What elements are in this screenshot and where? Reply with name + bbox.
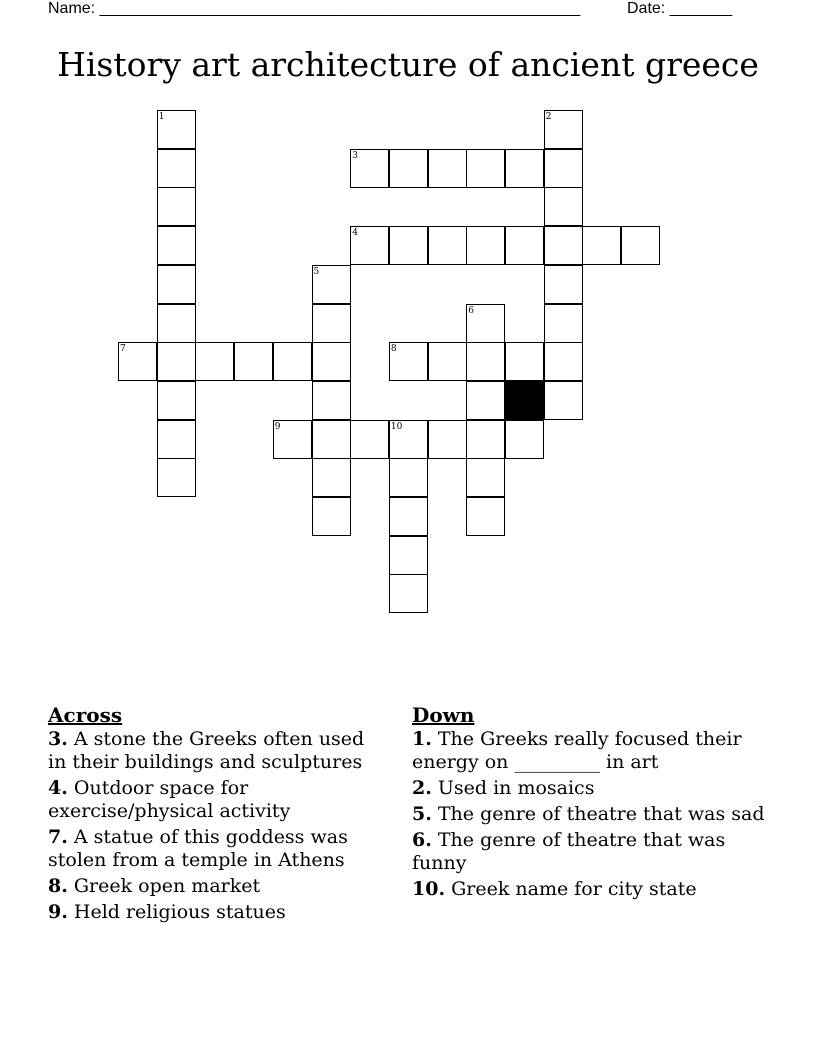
across-heading: Across [48, 703, 123, 727]
clue-number-label: 3. [48, 728, 68, 750]
clue-number-label: 6. [412, 829, 432, 851]
grid-cell[interactable] [157, 458, 196, 497]
grid-cell[interactable] [273, 420, 312, 459]
grid-cell[interactable] [312, 420, 351, 459]
clue-number: 4 [352, 228, 358, 239]
across-clue-list [48, 728, 388, 924]
down-clue [412, 829, 772, 875]
grid-cell[interactable] [157, 187, 196, 226]
grid-cell[interactable] [273, 342, 312, 381]
grid-cell[interactable] [466, 497, 505, 536]
down-heading: Down [412, 703, 475, 727]
grid-cell[interactable] [466, 458, 505, 497]
down-clue [412, 728, 772, 774]
clue-text: Used in mosaics [431, 777, 595, 799]
grid-cell[interactable] [544, 265, 583, 304]
grid-cell[interactable] [466, 226, 505, 265]
grid-cell[interactable] [466, 381, 505, 420]
grid-cell[interactable] [544, 187, 583, 226]
grid-cell[interactable] [505, 149, 544, 188]
grid-cell[interactable] [582, 226, 621, 265]
grid-cell[interactable] [389, 574, 428, 613]
clue-number-label: 7. [48, 826, 68, 848]
grid-cell[interactable] [350, 149, 389, 188]
grid-cell[interactable] [505, 342, 544, 381]
across-clue [48, 777, 388, 823]
grid-cell[interactable] [312, 342, 351, 381]
grid-cell[interactable] [544, 304, 583, 343]
across-clue [48, 901, 388, 924]
grid-cell[interactable] [312, 497, 351, 536]
black-cell [505, 381, 544, 420]
clue-text: The genre of theatre that was sad [431, 803, 765, 825]
clue-number: 1 [158, 112, 165, 122]
grid-cell[interactable] [157, 226, 196, 265]
across-clue [48, 728, 388, 774]
grid-cell[interactable] [621, 226, 660, 265]
grid-cell[interactable] [428, 226, 467, 265]
grid-cell[interactable] [157, 149, 196, 188]
grid-cell[interactable] [544, 149, 583, 188]
clue-text: Greek name for city state [445, 878, 697, 900]
grid-cell[interactable] [312, 381, 351, 420]
grid-cell[interactable] [389, 420, 428, 459]
date-field-label[interactable]: Date: _______ [627, 0, 732, 17]
across-clues [48, 702, 388, 927]
grid-cell[interactable] [544, 381, 583, 420]
grid-cell[interactable] [428, 342, 467, 381]
grid-cell[interactable] [195, 342, 234, 381]
grid-cell[interactable] [466, 420, 505, 459]
grid-cell[interactable] [157, 381, 196, 420]
clue-number-label: 4. [48, 777, 68, 799]
grid-cell[interactable] [428, 149, 467, 188]
grid-cell[interactable] [312, 304, 351, 343]
clue-text: Held religious statues [67, 901, 286, 923]
grid-cell[interactable] [505, 226, 544, 265]
grid-cell[interactable] [389, 458, 428, 497]
grid-cell[interactable] [118, 342, 157, 381]
clue-text: The genre of theatre that was funny [412, 829, 726, 874]
clue-number-label: 1. [412, 728, 432, 750]
grid-cell[interactable] [544, 226, 583, 265]
clue-number-label: 10. [412, 878, 446, 900]
clue-text: Outdoor space for exercise/physical activity [48, 777, 291, 822]
grid-cell[interactable] [157, 265, 196, 304]
grid-cell[interactable] [234, 342, 273, 381]
clue-number-label: 5. [412, 803, 432, 825]
clue-number: 5 [313, 266, 320, 277]
grid-cell[interactable] [389, 536, 428, 575]
across-clue [48, 875, 388, 898]
clue-number-label: 9. [48, 901, 68, 923]
grid-cell[interactable] [466, 149, 505, 188]
grid-cell[interactable] [389, 342, 428, 381]
clue-number: 9 [274, 421, 281, 432]
name-field-label[interactable]: Name: ______________________________________________________ [48, 0, 581, 17]
clue-number: 7 [120, 344, 126, 355]
clue-number: 8 [390, 344, 397, 355]
clue-text: Greek open market [67, 875, 261, 897]
clue-number-label: 8. [48, 875, 68, 897]
clue-number: 6 [468, 305, 475, 316]
page-title: History art architecture of ancient greece [57, 45, 759, 84]
grid-cell[interactable] [544, 342, 583, 381]
grid-cell[interactable] [466, 304, 505, 343]
grid-cell[interactable] [157, 110, 196, 149]
down-clue-list [412, 728, 772, 901]
down-clue [412, 803, 772, 826]
grid-cell[interactable] [505, 420, 544, 459]
grid-cell[interactable] [428, 420, 467, 459]
clue-number: 3 [352, 150, 358, 161]
grid-cell[interactable] [389, 226, 428, 265]
across-clue [48, 826, 388, 872]
clue-number: 10 [390, 421, 403, 432]
grid-cell[interactable] [157, 304, 196, 343]
clue-text: A stone the Greeks often used in their buildings and sculptures [48, 728, 365, 773]
grid-cell[interactable] [157, 420, 196, 459]
grid-cell[interactable] [157, 342, 196, 381]
grid-cell[interactable] [312, 265, 351, 304]
grid-cell[interactable] [389, 497, 428, 536]
down-clue [412, 878, 772, 901]
down-clues [412, 702, 772, 904]
down-clue [412, 777, 772, 800]
clue-number: 2 [545, 112, 552, 122]
clue-text: A statue of this goddess was stolen from a temple in Athens [48, 826, 348, 871]
grid-cell[interactable] [350, 226, 389, 265]
grid-cell[interactable] [312, 458, 351, 497]
grid-cell[interactable] [544, 110, 583, 149]
grid-cell[interactable] [389, 149, 428, 188]
grid-cell[interactable] [350, 420, 389, 459]
clue-text: The Greeks really focused their energy on _________ in art [412, 728, 742, 773]
clue-number-label: 2. [412, 777, 432, 799]
grid-cell[interactable] [466, 342, 505, 381]
